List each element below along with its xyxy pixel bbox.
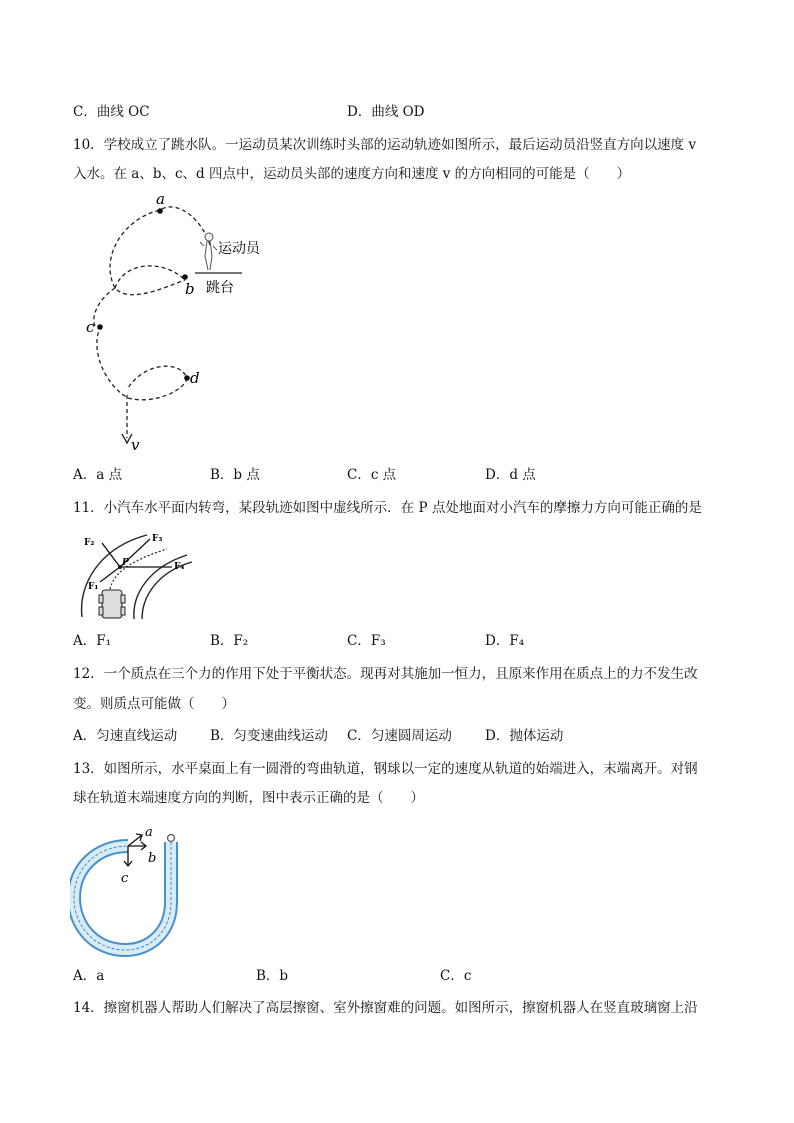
q10-label-c: c bbox=[86, 318, 95, 336]
q11-label-f2: F₂ bbox=[84, 538, 95, 548]
q10-path-b-loop bbox=[115, 266, 185, 288]
q11-option-d: D．F₄ bbox=[485, 633, 525, 649]
q13-option-b: B．b bbox=[256, 968, 289, 984]
q10-point-c bbox=[97, 324, 103, 330]
q10-point-a bbox=[157, 208, 163, 214]
q12-option-a: A．匀速直线运动 bbox=[73, 728, 178, 744]
q13-curved-track-figure bbox=[70, 822, 195, 957]
q12-stem-line2: 变。则质点可能做（ ） bbox=[73, 696, 235, 712]
q10-diving-trajectory-figure bbox=[80, 190, 280, 455]
q10-path-d-loop bbox=[128, 366, 187, 400]
q10-label-v: v bbox=[131, 436, 140, 454]
q10-option-c: C．c 点 bbox=[347, 467, 397, 483]
q12-option-b: B．匀变速曲线运动 bbox=[210, 728, 328, 744]
q9-option-d: D．曲线 OD bbox=[347, 104, 425, 120]
q13-label-b: b bbox=[148, 851, 157, 866]
q10-path-upper-loop bbox=[110, 207, 210, 295]
q11-car-icon bbox=[99, 590, 125, 618]
q11-option-b: B．F₂ bbox=[210, 633, 249, 649]
q13-option-c: C．c bbox=[440, 968, 472, 984]
q11-label-f4: F₄ bbox=[174, 562, 185, 572]
q9-option-c: C．曲线 OC bbox=[73, 104, 150, 120]
q13-label-a: a bbox=[145, 825, 153, 840]
q10-option-b: B．b 点 bbox=[210, 467, 260, 483]
q12-stem-line1: 12．一个质点在三个力的作用下处于平衡状态。现再对其施加一恒力，且原来作用在质点上的力不发生改 bbox=[73, 666, 698, 682]
q10-stem-line2: 入水。在 a、b、c、d 四点中，运动员头部的速度方向和速度 v 的方向相同的可能是（ ） bbox=[73, 166, 631, 182]
q14-stem-line1: 14．擦窗机器人帮助人们解决了高层擦窗、室外擦窗难的问题。如图所示，擦窗机器人在竖直玻璃窗上沿 bbox=[73, 1000, 698, 1016]
q11-option-c: C．F₃ bbox=[347, 633, 386, 649]
q10-point-b bbox=[182, 274, 188, 280]
q11-stem-line1: 11．小汽车水平面内转弯，某段轨迹如图中虚线所示．在 P 点处地面对小汽车的摩擦力方向可能正确的是 bbox=[73, 500, 702, 516]
q11-car-turn-figure bbox=[72, 527, 202, 625]
q12-option-d: D．抛体运动 bbox=[485, 728, 564, 744]
q13-stem-line1: 13．如图所示，水平桌面上有一圆滑的弯曲轨道，钢球以一定的速度从轨道的始端进入，末端离开。对钢 bbox=[73, 761, 698, 777]
q11-label-f3: F₃ bbox=[152, 534, 163, 544]
q13-ball bbox=[168, 835, 175, 842]
q10-label-athlete: 运动员 bbox=[218, 241, 260, 257]
q10-stem-line1: 10．学校成立了跳水队。一运动员某次训练时头部的运动轨迹如图所示，最后运动员沿竖直方向以速度 v bbox=[73, 137, 697, 153]
q10-point-d bbox=[184, 375, 190, 381]
q13-stem-line2: 球在轨道末端速度方向的判断，图中表示正确的是（ ） bbox=[73, 790, 424, 806]
q11-force-f1 bbox=[100, 567, 120, 582]
q10-label-d: d bbox=[190, 369, 200, 387]
q10-athlete-icon bbox=[200, 233, 217, 270]
q13-label-c: c bbox=[121, 871, 129, 886]
q11-label-f1: F₁ bbox=[88, 582, 99, 592]
q13-option-a: A．a bbox=[73, 968, 105, 984]
q11-force-f2 bbox=[102, 543, 120, 567]
q10-label-b: b bbox=[185, 280, 195, 298]
q10-option-d: D．d 点 bbox=[485, 467, 536, 483]
q10-path-c-arc bbox=[94, 288, 128, 398]
q11-road-inner-edge bbox=[142, 562, 192, 619]
q10-option-a: A．a 点 bbox=[73, 467, 123, 483]
q10-label-a: a bbox=[156, 190, 165, 208]
q12-option-c: C．匀速圆周运动 bbox=[347, 728, 452, 744]
q11-label-p: P bbox=[122, 558, 129, 568]
q10-label-platform: 跳台 bbox=[206, 280, 234, 296]
q11-option-a: A．F₁ bbox=[73, 633, 112, 649]
